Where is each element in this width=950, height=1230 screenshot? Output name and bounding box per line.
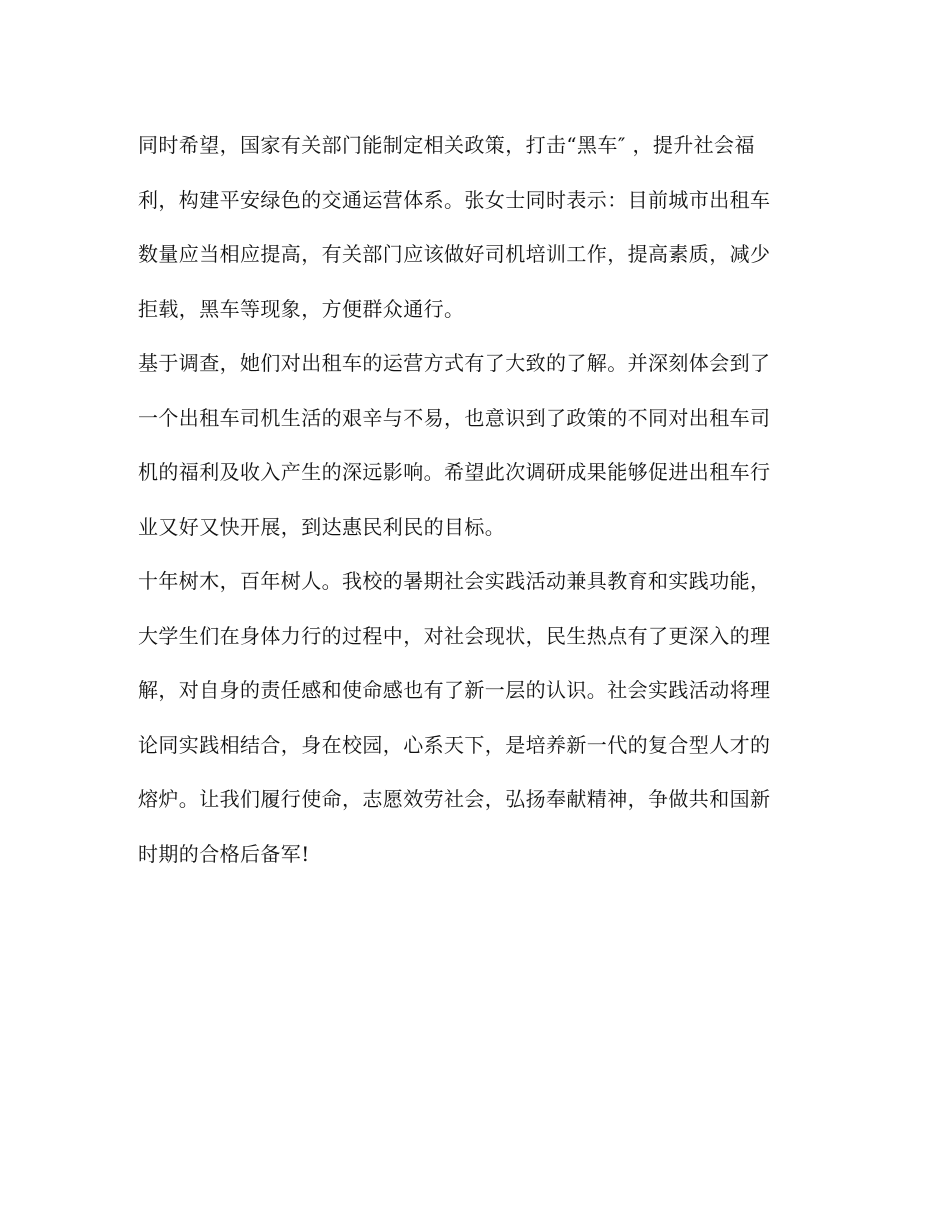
text-line: 利，构建平安绿色的交通运营体系。张女士同时表示：目前城市出租车 <box>138 187 771 212</box>
text-line: 拒载，黑车等现象，方便群众通行。 <box>138 296 465 321</box>
text-line: 基于调查，她们对出租车的运营方式有了大致的了解。并深刻体会到了 <box>138 351 771 375</box>
paragraph-survey <box>138 336 818 554</box>
text-line: 十年树木，百年树人。我校的暑期社会实践活动兼具教育和实践功能， <box>138 569 771 593</box>
document-body <box>138 118 818 881</box>
text-line: 大学生们在身体力行的过程中，对社会现状，民生热点有了更深入的理 <box>138 623 771 648</box>
text-line: 业又好又快开展，到达惠民利民的目标。 <box>138 514 506 539</box>
text-line: 时期的合格后备军! <box>138 841 310 866</box>
text-line: 机的福利及收入产生的深远影响。希望此次调研成果能够促进出租车行 <box>138 460 771 484</box>
text-line: 论同实践相结合，身在校园，心系天下，是培养新一代的复合型人才的 <box>138 732 771 757</box>
text-line: 解，对自身的责任感和使命感也有了新一层的认识。社会实践活动将理 <box>138 678 771 702</box>
text-line: 一个出租车司机生活的艰辛与不易，也意识到了政策的不同对出租车司 <box>138 405 771 430</box>
paragraph-policy <box>138 118 818 336</box>
text-line: 同时希望，国家有关部门能制定相关政策，打击“黑车″ ，提升社会福 <box>138 133 755 157</box>
paragraph-conclusion <box>138 554 818 881</box>
text-line: 熔炉。让我们履行使命，志愿效劳社会，弘扬奉献精神，争做共和国新 <box>138 787 771 811</box>
text-line: 数量应当相应提高，有关部门应该做好司机培训工作，提高素质，减少 <box>138 242 771 266</box>
